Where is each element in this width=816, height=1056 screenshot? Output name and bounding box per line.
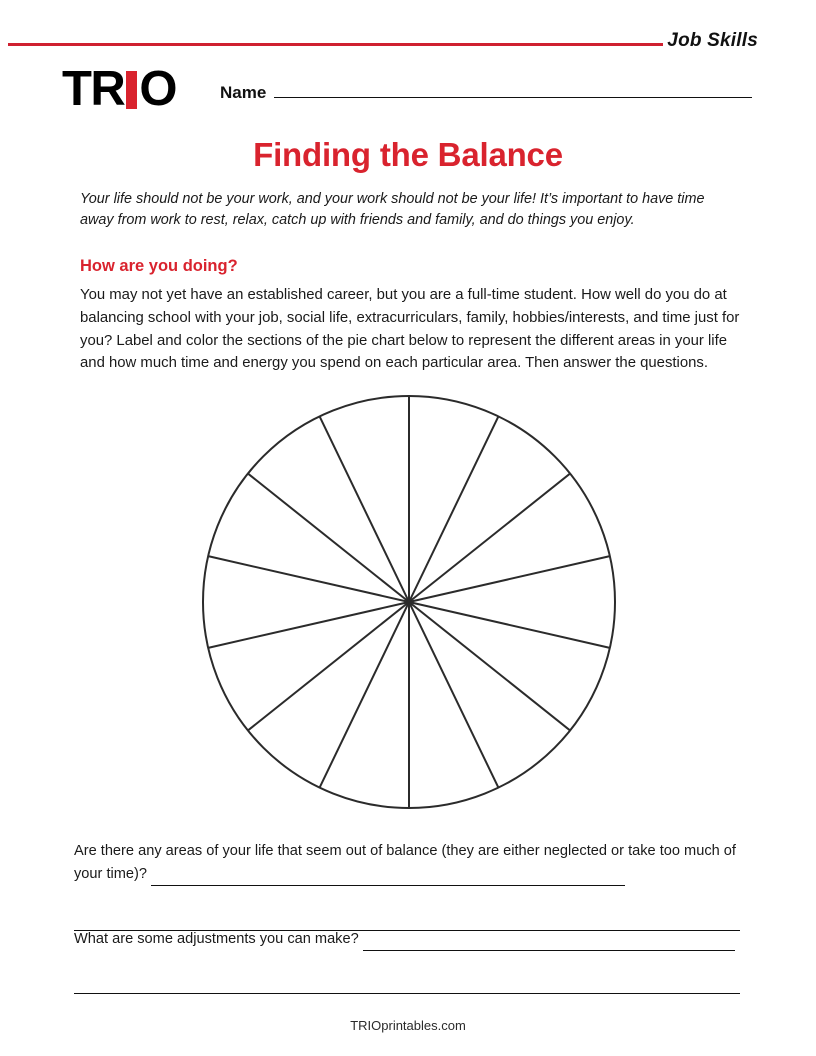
logo-text-part-2: O [139, 61, 176, 116]
header-rule-line [8, 43, 663, 46]
page-title: Finding the Balance [253, 136, 563, 173]
trio-logo-text [62, 61, 176, 116]
logo-accent-bar-icon [126, 71, 137, 109]
question-1-answer-line-1[interactable] [151, 872, 625, 886]
subject-label: Job Skills [667, 30, 758, 51]
section-body-paragraph: You may not yet have an established career, but you are a full-time student. How well do you do at balancing school with your job, social life, extracurriculars, family, hobbies/interests, and time just for you? Label and color the sections of the pie chart below to represent the different areas in your life and how much time and energy you spend on each particular area. Then answer the questions. [80, 287, 740, 372]
trio-logo [62, 61, 176, 116]
question-2-prompt: What are some adjustments you can make? [74, 931, 359, 947]
question-1 [74, 840, 740, 931]
question-1-answer-line-2[interactable] [74, 900, 740, 931]
pie-chart-svg [190, 391, 630, 815]
name-field-row [220, 82, 752, 103]
pie-chart[interactable] [190, 391, 630, 815]
question-2-answer-line-2[interactable] [74, 963, 740, 994]
question-1-prompt: Are there any areas of your life that seem out of balance (they are either neglected or take too much of your time)? [74, 843, 736, 882]
footer-site-label: TRIOprintables.com [350, 1018, 466, 1033]
name-label: Name [220, 83, 267, 102]
question-2-text [74, 928, 740, 951]
question-2-answer-line-1[interactable] [363, 937, 735, 951]
name-input-line[interactable] [274, 82, 752, 98]
question-2 [74, 928, 740, 994]
logo-text-part-1: TR [62, 61, 125, 116]
section-heading: How are you doing? [80, 257, 238, 275]
question-1-text [74, 840, 740, 886]
page-header [0, 0, 816, 60]
intro-paragraph: Your life should not be your work, and your work should not be your life! It’s important to have time away from work to rest, relax, catch up with friends and family, and do things you enjoy. [80, 191, 705, 229]
